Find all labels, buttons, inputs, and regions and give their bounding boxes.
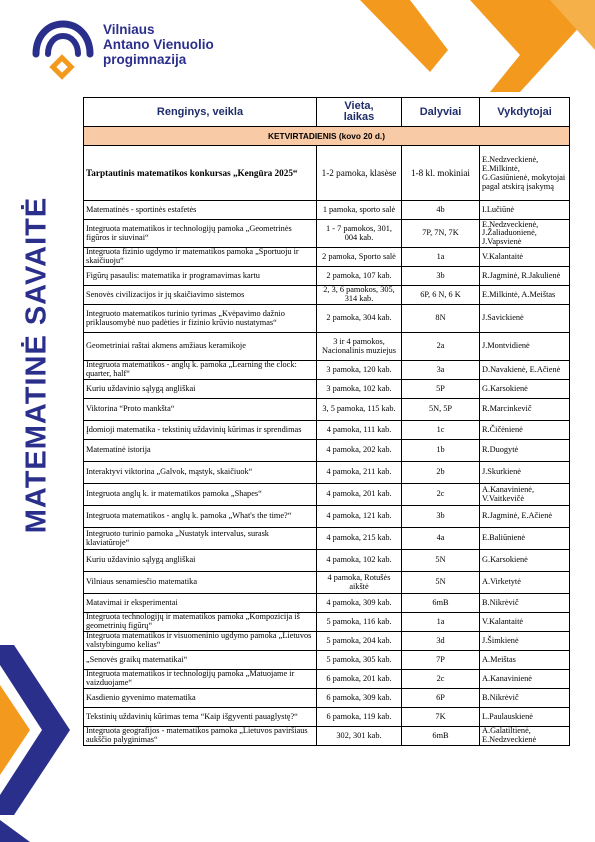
event-cell: Tekstinių uždavinių kūrimas tema “Kaip išgyventi pauaglystę?“ xyxy=(84,708,317,727)
organizers-cell: A.Virketytė xyxy=(480,572,570,594)
place-cell: 3 pamoka, 120 kab. xyxy=(317,361,402,380)
place-cell: 1 pamoka, sporto salė xyxy=(317,201,402,220)
organizers-cell: A.Kanavinienė, V.Vaitkevičė xyxy=(480,484,570,506)
organizers-cell: E.Nedzveckienė, E.Milkintė, G.Gasiūnienė, mokytojai pagal atskirą įsakymą xyxy=(480,146,570,201)
participants-cell: 6mB xyxy=(402,727,480,746)
participants-cell: 2c xyxy=(402,670,480,689)
side-title-text: MATEMATINĖ SAVAITĖ xyxy=(20,196,53,534)
school-name xyxy=(103,22,214,67)
place-cell: 6 pamoka, 309 kab. xyxy=(317,689,402,708)
event-cell: Integruoto turinio pamoka „Nustatyk intervalus, surask klaviatūroje“ xyxy=(84,528,317,550)
organizers-cell: E.Milkintė, A.Meištas xyxy=(480,286,570,305)
organizers-cell: G.Karsokienė xyxy=(480,550,570,572)
table-row xyxy=(84,484,570,506)
place-cell: 1-2 pamoka, klasėse xyxy=(317,146,402,201)
event-cell: Kuriu uždavinio sąlygą angliškai xyxy=(84,380,317,399)
event-cell: Integruota geografijos - matematikos pamoka „Lietuvos paviršiaus aukščio palyginimas“ xyxy=(84,727,317,746)
participants-cell: 4a xyxy=(402,528,480,550)
header-organizers: Vykdytojai xyxy=(480,98,570,127)
table-row xyxy=(84,333,570,361)
participants-cell: 7K xyxy=(402,708,480,727)
table-row xyxy=(84,572,570,594)
place-cell: 4 pamoka, 121 kab. xyxy=(317,506,402,528)
place-cell: 3, 5 pamoka, 115 kab. xyxy=(317,399,402,421)
place-cell: 4 pamoka, 111 kab. xyxy=(317,421,402,440)
participants-cell: 6P xyxy=(402,689,480,708)
table-row xyxy=(84,248,570,267)
header-participants: Dalyviai xyxy=(402,98,480,127)
place-cell: 3 ir 4 pamokos, Nacionalinis muziejus xyxy=(317,333,402,361)
place-cell: 3 pamoka, 102 kab. xyxy=(317,380,402,399)
organizers-cell: V.Kalantaitė xyxy=(480,613,570,632)
blue-chevron-decoration xyxy=(0,645,80,842)
table-row xyxy=(84,506,570,528)
event-cell: Kuriu uždavinio sąlygą angliškai xyxy=(84,550,317,572)
table-row xyxy=(84,220,570,248)
participants-cell: 2a xyxy=(402,333,480,361)
place-cell: 2 pamoka, Sporto salė xyxy=(317,248,402,267)
header-place-line: Vieta, xyxy=(344,100,374,112)
participants-cell: 8N xyxy=(402,305,480,333)
place-cell: 5 pamoka, 116 kab. xyxy=(317,613,402,632)
participants-cell: 4b xyxy=(402,201,480,220)
participants-cell: 6P, 6 N, 6 K xyxy=(402,286,480,305)
organizers-cell: R.Jagminė, E.Ačienė xyxy=(480,506,570,528)
participants-cell: 5P xyxy=(402,380,480,399)
event-cell: Integruota matematikos ir technologijų pamoka „Geometrinės figūros ir siuvinai“ xyxy=(84,220,317,248)
place-cell: 2 pamoka, 304 kab. xyxy=(317,305,402,333)
header-place-line: laikas xyxy=(343,111,375,123)
participants-cell: 5N xyxy=(402,550,480,572)
participants-cell: 3b xyxy=(402,506,480,528)
participants-cell: 7P, 7N, 7K xyxy=(402,220,480,248)
place-cell: 6 pamoka, 201 kab. xyxy=(317,670,402,689)
event-cell: Figūrų pasaulis: matematika ir programavimas kartu xyxy=(84,267,317,286)
organizers-cell: J.Montvidienė xyxy=(480,333,570,361)
place-cell: 1 - 7 pamokos, 301, 004 kab. xyxy=(317,220,402,248)
table-row xyxy=(84,305,570,333)
organizers-cell: A.Galatiltienė, E.Nedzveckienė xyxy=(480,727,570,746)
participants-cell: 3b xyxy=(402,267,480,286)
organizers-cell: V.Kalantaitė xyxy=(480,248,570,267)
orange-chevron-decoration xyxy=(350,0,595,92)
table-row xyxy=(84,146,570,201)
table-row xyxy=(84,528,570,550)
organizers-cell: L.Paulauskienė xyxy=(480,708,570,727)
participants-cell: 1-8 kl. mokiniai xyxy=(402,146,480,201)
organizers-cell: B.Nikrėvič xyxy=(480,594,570,613)
organizers-cell: B.Nikrėvič xyxy=(480,689,570,708)
event-cell: Integruota matematikos - anglų k. pamoka „Learning the clock: quarter, half“ xyxy=(84,361,317,380)
organizers-cell: I.Lučiūnė xyxy=(480,201,570,220)
school-name-line: progimnazija xyxy=(103,52,187,67)
event-cell: Vilniaus senamiesčio matematika xyxy=(84,572,317,594)
day-row xyxy=(84,127,570,146)
event-cell: Integruota anglų k. ir matematikos pamoka „Shapes“ xyxy=(84,484,317,506)
table-row xyxy=(84,689,570,708)
participants-cell: 1a xyxy=(402,248,480,267)
place-cell: 2 pamoka, 107 kab. xyxy=(317,267,402,286)
header-event: Renginys, veikla xyxy=(84,98,317,127)
table-row xyxy=(84,267,570,286)
organizers-cell: A.Kanavinienė xyxy=(480,670,570,689)
place-cell: 4 pamoka, 102 kab. xyxy=(317,550,402,572)
place-cell: 4 pamoka, 309 kab. xyxy=(317,594,402,613)
table-row xyxy=(84,670,570,689)
place-cell: 4 pamoka, 202 kab. xyxy=(317,440,402,462)
table-row xyxy=(84,708,570,727)
school-name-line: Antano Vienuolio xyxy=(103,37,214,52)
participants-cell: 1a xyxy=(402,613,480,632)
organizers-cell: R.Jagminė, R.Jakulienė xyxy=(480,267,570,286)
participants-cell: 1b xyxy=(402,440,480,462)
organizers-cell: A.Meištas xyxy=(480,651,570,670)
place-cell: 4 pamoka, 215 kab. xyxy=(317,528,402,550)
table-row xyxy=(84,380,570,399)
school-name-line: Vilniaus xyxy=(103,22,155,37)
event-cell: Kasdienio gyvenimo matematika xyxy=(84,689,317,708)
table-row xyxy=(84,201,570,220)
event-cell: Matematinė istorija xyxy=(84,440,317,462)
table-row xyxy=(84,651,570,670)
place-cell: 5 pamoka, 305 kab. xyxy=(317,651,402,670)
school-logo-icon xyxy=(28,14,98,84)
participants-cell: 2b xyxy=(402,462,480,484)
table-row xyxy=(84,399,570,421)
participants-cell: 3d xyxy=(402,632,480,651)
day-label: KETVIRTADIENIS (kovo 20 d.) xyxy=(84,127,570,146)
schedule-table xyxy=(83,97,570,746)
place-cell: 302, 301 kab. xyxy=(317,727,402,746)
organizers-cell: J.Savickienė xyxy=(480,305,570,333)
event-cell: Geometriniai raštai akmens amžiaus keramikoje xyxy=(84,333,317,361)
organizers-cell: J.Skurkienė xyxy=(480,462,570,484)
event-cell: Senovės civilizacijos ir jų skaičiavimo sistemos xyxy=(84,286,317,305)
event-cell: Matematinės - sportinės estafetės xyxy=(84,201,317,220)
event-cell: Matavimai ir eksperimentai xyxy=(84,594,317,613)
table-row xyxy=(84,632,570,651)
table-row xyxy=(84,613,570,632)
place-cell: 4 pamoka, 201 kab. xyxy=(317,484,402,506)
event-cell: Tarptautinis matematikos konkursas „Kengūra 2025“ xyxy=(84,146,317,201)
place-cell: 4 pamoka, 211 kab. xyxy=(317,462,402,484)
event-cell: Integruota matematikos ir visuomeninio ugdymo pamoka „Lietuvos valstybingumo kelias“ xyxy=(84,632,317,651)
place-cell: 5 pamoka, 204 kab. xyxy=(317,632,402,651)
organizers-cell: D.Navakienė, E.Ačienė xyxy=(480,361,570,380)
table-row xyxy=(84,550,570,572)
event-cell: Interaktyvi viktorina „Galvok, mąstyk, skaičiuok“ xyxy=(84,462,317,484)
event-cell: „Senovės graikų matematikai“ xyxy=(84,651,317,670)
participants-cell: 5N, 5P xyxy=(402,399,480,421)
organizers-cell: R.Marcinkevič xyxy=(480,399,570,421)
event-cell: Integruota fizinio ugdymo ir matematikos pamoka „Sportuoju ir skaičiuoju“ xyxy=(84,248,317,267)
event-cell: Integruota technologijų ir matematikos pamoka „Kompozicija iš geometrinių figūrų“ xyxy=(84,613,317,632)
table-row xyxy=(84,361,570,380)
table-row xyxy=(84,727,570,746)
place-cell: 4 pamoka, Rotušės aikštė xyxy=(317,572,402,594)
event-cell: Integruota matematikos - anglų k. pamoka „What's the time?“ xyxy=(84,506,317,528)
place-cell: 6 pamoka, 119 kab. xyxy=(317,708,402,727)
participants-cell: 5N xyxy=(402,572,480,594)
participants-cell: 1c xyxy=(402,421,480,440)
header-place xyxy=(317,98,402,127)
event-cell: Integruota matematikos ir technologijų pamoka „Matuojame ir vaizduojame“ xyxy=(84,670,317,689)
table-row xyxy=(84,462,570,484)
participants-cell: 6mB xyxy=(402,594,480,613)
table-row xyxy=(84,286,570,305)
organizers-cell: R.Duogytė xyxy=(480,440,570,462)
organizers-cell: G.Karsokienė xyxy=(480,380,570,399)
participants-cell: 3a xyxy=(402,361,480,380)
table-header-row xyxy=(84,98,570,127)
place-cell: 2, 3, 6 pamokos, 305, 314 kab. xyxy=(317,286,402,305)
participants-cell: 7P xyxy=(402,651,480,670)
event-cell: Įdomioji matematika - tekstinių uždavinių kūrimas ir sprendimas xyxy=(84,421,317,440)
event-cell: Integruoto matematikos turinio tyrimas „Kvėpavimo dažnio priklausomybė nuo padėties ir fizinio krūvio nustatymas“ xyxy=(84,305,317,333)
event-cell: Viktorina “Proto mankšta“ xyxy=(84,399,317,421)
table-row xyxy=(84,440,570,462)
organizers-cell: E.Baliūnienė xyxy=(480,528,570,550)
organizers-cell: J.Šimkienė xyxy=(480,632,570,651)
participants-cell: 2c xyxy=(402,484,480,506)
organizers-cell: R.Čičėnienė xyxy=(480,421,570,440)
table-row xyxy=(84,421,570,440)
table-row xyxy=(84,594,570,613)
organizers-cell: E.Nedzveckienė, J.Žaliaduonienė, J.Vapsvienė xyxy=(480,220,570,248)
side-title xyxy=(18,140,56,590)
